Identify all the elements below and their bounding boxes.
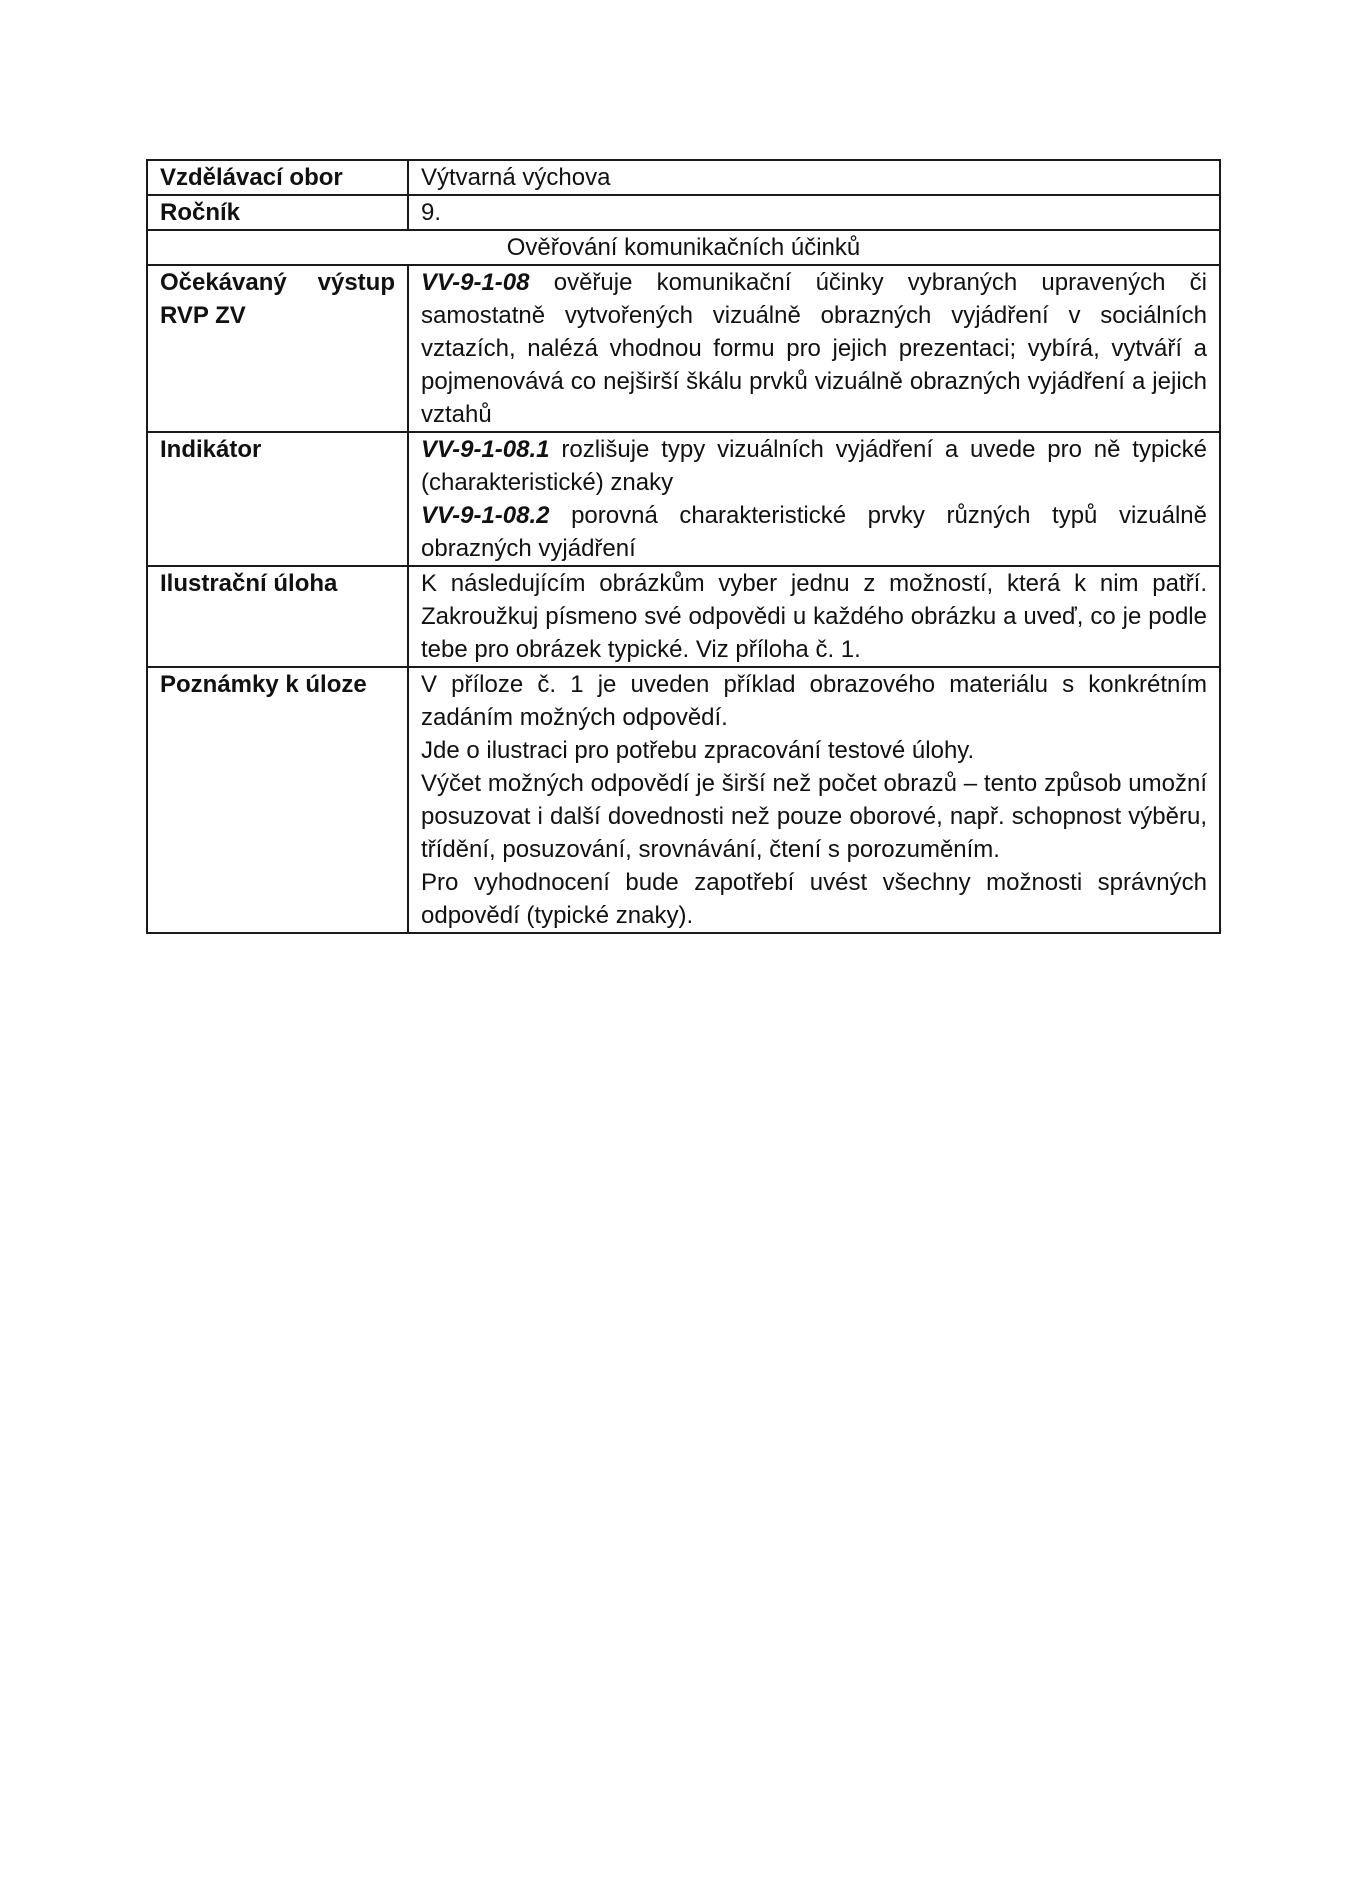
task-text: K následujícím obrázkům vyber jednu z možností, která k nim patří. Zakroužkuj písmeno své odpovědi u každého obrázku a uveď, co je podle tebe pro obrázek typické. Viz příloha č. 1.	[408, 566, 1220, 667]
outcome-label-line-2: RVP ZV	[160, 302, 246, 329]
row-notes	[147, 667, 1220, 933]
notes-paragraph-3: Výčet možných odpovědí je širší než počet obrazů – tento způsob umožní posuzovat i další dovednosti než pouze oborové, např. schopnost výběru, třídění, posuzování, srovnávání, čtení s porozuměním.	[421, 770, 1207, 863]
grade-value: 9.	[408, 195, 1220, 230]
indicator-item-2	[421, 499, 1207, 565]
indicator-item-1	[421, 433, 1207, 499]
outcome-text: ověřuje komunikační účinky vybraných upravených či samostatně vytvořených vizuálně obrazných vyjádření v sociálních vztazích, nalézá vhodnou formu pro jejich prezentaci; vybírá, vytváří a pojmenovává co nejširší škálu prvků vizuálně obrazných vyjádření a jejich vztahů	[421, 269, 1208, 428]
indicator-2-code: VV-9-1-08.2	[421, 502, 550, 529]
indicator-2-text: porovná charakteristické prvky různých typů vizuálně obrazných vyjádření	[421, 502, 1207, 562]
row-field	[147, 160, 1220, 195]
grade-label: Ročník	[147, 195, 408, 230]
notes-label: Poznámky k úloze	[147, 667, 408, 933]
row-grade	[147, 195, 1220, 230]
row-indicator	[147, 432, 1220, 566]
row-section-title	[147, 230, 1220, 265]
curriculum-table	[146, 159, 1221, 934]
notes-value	[408, 667, 1220, 933]
notes-paragraph-4: Pro vyhodnocení bude zapotřebí uvést všechny možnosti správných odpovědí (typické znaky).	[421, 869, 1207, 929]
task-label: Ilustrační úloha	[147, 566, 408, 667]
row-task	[147, 566, 1220, 667]
field-label: Vzdělávací obor	[147, 160, 408, 195]
indicator-1-text: rozlišuje typy vizuálních vyjádření a uvede pro ně typické (charakteristické) znaky	[421, 436, 1208, 496]
indicator-1-code: VV-9-1-08.1	[421, 436, 550, 463]
outcome-code: VV-9-1-08	[421, 269, 530, 296]
outcome-label-line-1: Očekávaný výstup	[160, 269, 395, 296]
indicator-value	[408, 432, 1220, 566]
row-outcome	[147, 265, 1220, 432]
notes-paragraph-2: Jde o ilustraci pro potřebu zpracování testové úlohy.	[421, 737, 975, 764]
indicator-label: Indikátor	[147, 432, 408, 566]
section-title: Ověřování komunikačních účinků	[147, 230, 1220, 265]
notes-paragraph-1: V příloze č. 1 je uveden příklad obrazového materiálu s konkrétním zadáním možných odpovědí.	[421, 671, 1207, 731]
document-page	[146, 159, 1219, 934]
outcome-label	[147, 265, 408, 432]
field-value: Výtvarná výchova	[408, 160, 1220, 195]
outcome-value	[408, 265, 1220, 432]
